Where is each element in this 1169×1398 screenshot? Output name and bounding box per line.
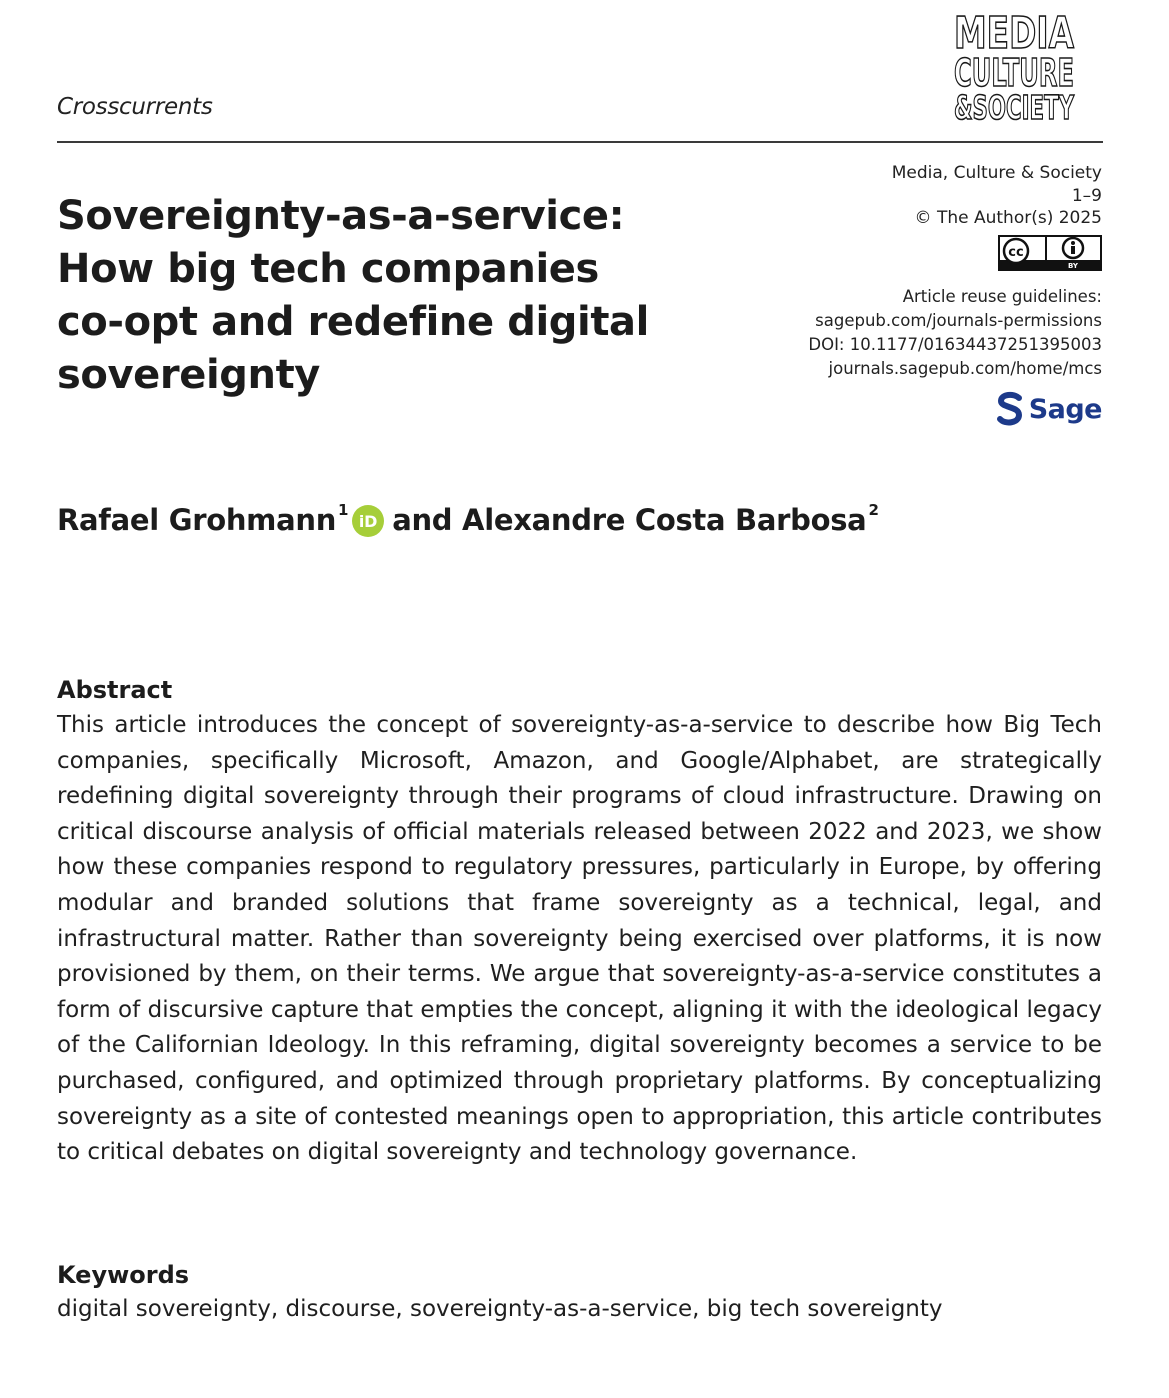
title-line-4: sovereignty (57, 352, 320, 398)
publisher-name: Sage (1028, 393, 1102, 425)
journal-url[interactable]: journals.sagepub.com/home/mcs (828, 359, 1102, 378)
orcid-label: iD (359, 512, 378, 531)
journal-logo-line3: &SOCIETY (954, 88, 1075, 127)
journal-logo-line2: CULTURE (954, 51, 1074, 95)
section-label: Crosscurrents (57, 94, 213, 120)
journal-logo (952, 6, 1076, 126)
title-line-1: Sovereignty-as-a-service: (57, 193, 625, 239)
header-rule (57, 141, 1103, 143)
reuse-link[interactable]: sagepub.com/journals-permissions (815, 311, 1102, 330)
author-1-affiliation: 1 (338, 501, 349, 519)
keywords-text: digital sovereignty, discourse, sovereignty-as-a-service, big tech sovereignty (57, 1296, 943, 1322)
copyright: © The Author(s) 2025 (914, 208, 1102, 228)
svg-text:cc: cc (1008, 245, 1024, 260)
title-line-3: co-opt and redefine digital (57, 299, 649, 345)
sage-s-icon (997, 392, 1023, 426)
author-1: Rafael Grohmann (57, 503, 337, 537)
reuse-label: Article reuse guidelines: (902, 287, 1102, 306)
page-range: 1–9 (1071, 186, 1102, 206)
author-list (57, 503, 879, 537)
publication-meta (762, 161, 1102, 381)
cc-by-icon[interactable] (998, 235, 1102, 279)
keywords-heading: Keywords (57, 1261, 190, 1289)
orcid-icon[interactable] (352, 505, 384, 537)
doi[interactable]: DOI: 10.1177/01634437251395003 (808, 335, 1102, 354)
cc-by-label: BY (1067, 262, 1079, 270)
journal-logo-line1: MEDIA (954, 8, 1074, 59)
abstract-text: This article introduces the concept of sovereignty-as-a-service to describe how Big Tech companies, specifically Microsoft, Amazon, and Google/Alphabet, are strategically redefining digital sovereignty through their programs of cloud infrastructure. Drawing on critical discourse analysis of official materials released between 2022 and 2023, we show how these companies respond to regulatory pressures, particularly in Europe, by offering modular and branded solutions that frame sovereignty as a technical, legal, and infrastructural matter. Rather than sovereignty being exercised over platforms, it is now provisioned by them, on their terms. We argue that sovereignty-as-a-service constitutes a form of discursive capture that empties the concept, aligning it with the ideological legacy of the Californian Ideology. In this reframing, digital sovereignty becomes a service to be purchased, configured, and optimized through proprietary platforms. By conceptualizing sovereignty as a site of contested meanings open to appropriation, this article contributes to critical debates on digital sovereignty and technology governance. (57, 712, 1102, 1166)
title-line-2: How big tech companies (57, 246, 599, 292)
author-2-affiliation: 2 (868, 501, 879, 519)
abstract-heading: Abstract (57, 676, 173, 704)
author-2: and Alexandre Costa Barbosa (392, 503, 867, 537)
sage-logo (997, 390, 1102, 428)
article-title (57, 190, 757, 402)
journal-name: Media, Culture & Society (891, 163, 1102, 183)
